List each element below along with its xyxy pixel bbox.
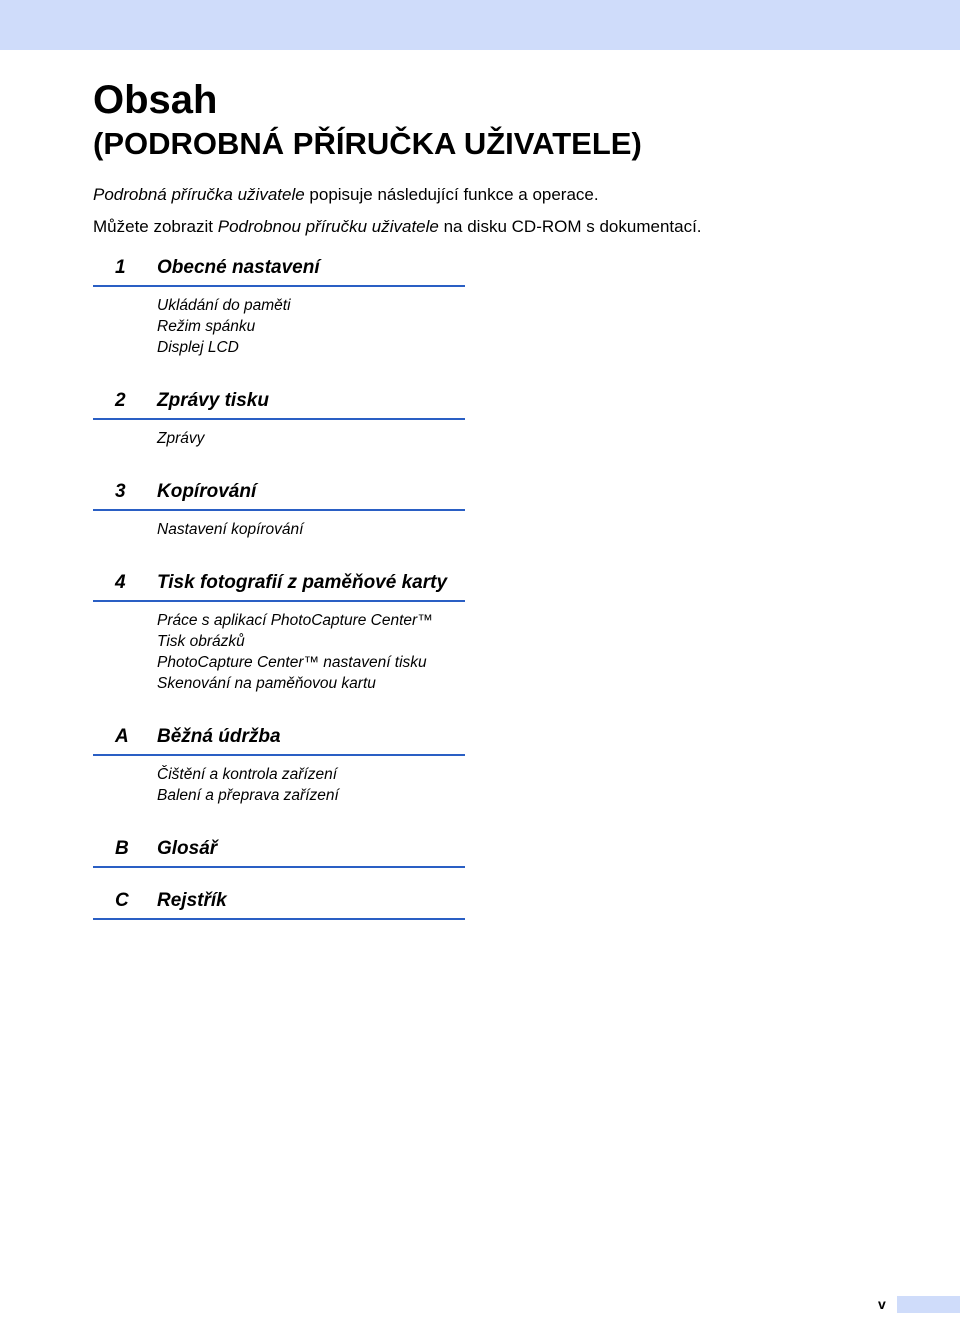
chapter-title[interactable]: Zprávy tisku xyxy=(157,390,269,411)
toc-chapter-c[interactable] xyxy=(93,888,465,920)
toc-chapter-heading[interactable] xyxy=(93,479,465,511)
page-tab xyxy=(897,1296,960,1313)
chapter-number: 3 xyxy=(115,481,126,502)
spacer xyxy=(93,694,465,724)
toc-item[interactable]: Režim spánku xyxy=(157,318,256,335)
toc-item[interactable]: Nastavení kopírování xyxy=(157,521,304,538)
chapter-items-list xyxy=(157,519,465,540)
intro-line-2-text: na disku CD-ROM s dokumentací. xyxy=(438,217,702,236)
page-subtitle: (PODROBNÁ PŘÍRUČKA UŽIVATELE) xyxy=(93,126,642,161)
toc-item[interactable]: Displej LCD xyxy=(157,339,239,356)
toc-chapter-heading[interactable] xyxy=(93,255,465,287)
intro-text xyxy=(93,179,893,243)
toc-item[interactable]: Ukládání do paměti xyxy=(157,297,291,314)
spacer xyxy=(93,868,465,888)
toc-chapter-a[interactable] xyxy=(93,724,465,836)
intro-line-2 xyxy=(93,211,893,243)
chapter-items-list xyxy=(157,428,465,449)
chapter-title[interactable]: Glosář xyxy=(157,838,218,859)
page-title: Obsah xyxy=(93,78,218,122)
intro-manual-name-2: Podrobnou příručku uživatele xyxy=(217,217,439,236)
toc-chapter-heading[interactable] xyxy=(93,388,465,420)
spacer xyxy=(93,358,465,388)
chapter-title[interactable]: Kopírování xyxy=(157,481,257,502)
page-number: v xyxy=(878,1296,886,1312)
toc-chapter-3[interactable] xyxy=(93,479,465,570)
toc-item[interactable]: Skenování na paměňovou kartu xyxy=(157,675,376,692)
chapter-number: 4 xyxy=(115,572,126,593)
chapter-title[interactable]: Rejstřík xyxy=(157,890,227,911)
chapter-title[interactable]: Tisk fotografií z paměňové karty xyxy=(157,572,448,593)
toc-item[interactable]: Balení a přeprava zařízení xyxy=(157,787,339,804)
spacer xyxy=(93,540,465,570)
toc-chapter-b[interactable] xyxy=(93,836,465,888)
toc-chapter-heading[interactable] xyxy=(93,570,465,602)
header-band xyxy=(0,0,960,50)
spacer xyxy=(93,806,465,836)
toc-chapter-2[interactable] xyxy=(93,388,465,479)
chapter-items-list xyxy=(157,610,465,694)
intro-manual-name: Podrobná příručka uživatele xyxy=(93,185,305,204)
intro-line-1 xyxy=(93,179,893,211)
chapter-title[interactable]: Běžná údržba xyxy=(157,726,281,747)
toc-item[interactable]: Zprávy xyxy=(157,430,205,447)
spacer xyxy=(93,449,465,479)
toc-chapter-4[interactable] xyxy=(93,570,465,724)
toc-chapter-heading[interactable] xyxy=(93,724,465,756)
chapter-title[interactable]: Obecné nastavení xyxy=(157,257,320,278)
intro-line-1-text: popisuje následující funkce a operace. xyxy=(304,185,599,204)
chapter-number: A xyxy=(115,726,129,747)
toc-item[interactable]: PhotoCapture Center™ nastavení tisku xyxy=(157,654,427,671)
chapter-number: 2 xyxy=(115,390,126,411)
toc-chapter-heading[interactable] xyxy=(93,836,465,868)
chapter-items-list xyxy=(157,764,465,806)
toc-item[interactable]: Práce s aplikací PhotoCapture Center™ xyxy=(157,612,433,629)
toc-item[interactable]: Tisk obrázků xyxy=(157,633,245,650)
toc-chapter-1[interactable] xyxy=(93,255,465,388)
chapter-number: C xyxy=(115,890,129,911)
toc-chapter-heading[interactable] xyxy=(93,888,465,920)
chapter-items-list xyxy=(157,295,465,358)
intro-line-2-start: Můžete zobrazit xyxy=(93,217,218,236)
chapter-number: 1 xyxy=(115,257,126,278)
table-of-contents xyxy=(93,255,465,920)
toc-item[interactable]: Čištění a kontrola zařízení xyxy=(157,766,338,783)
chapter-number: B xyxy=(115,838,129,859)
